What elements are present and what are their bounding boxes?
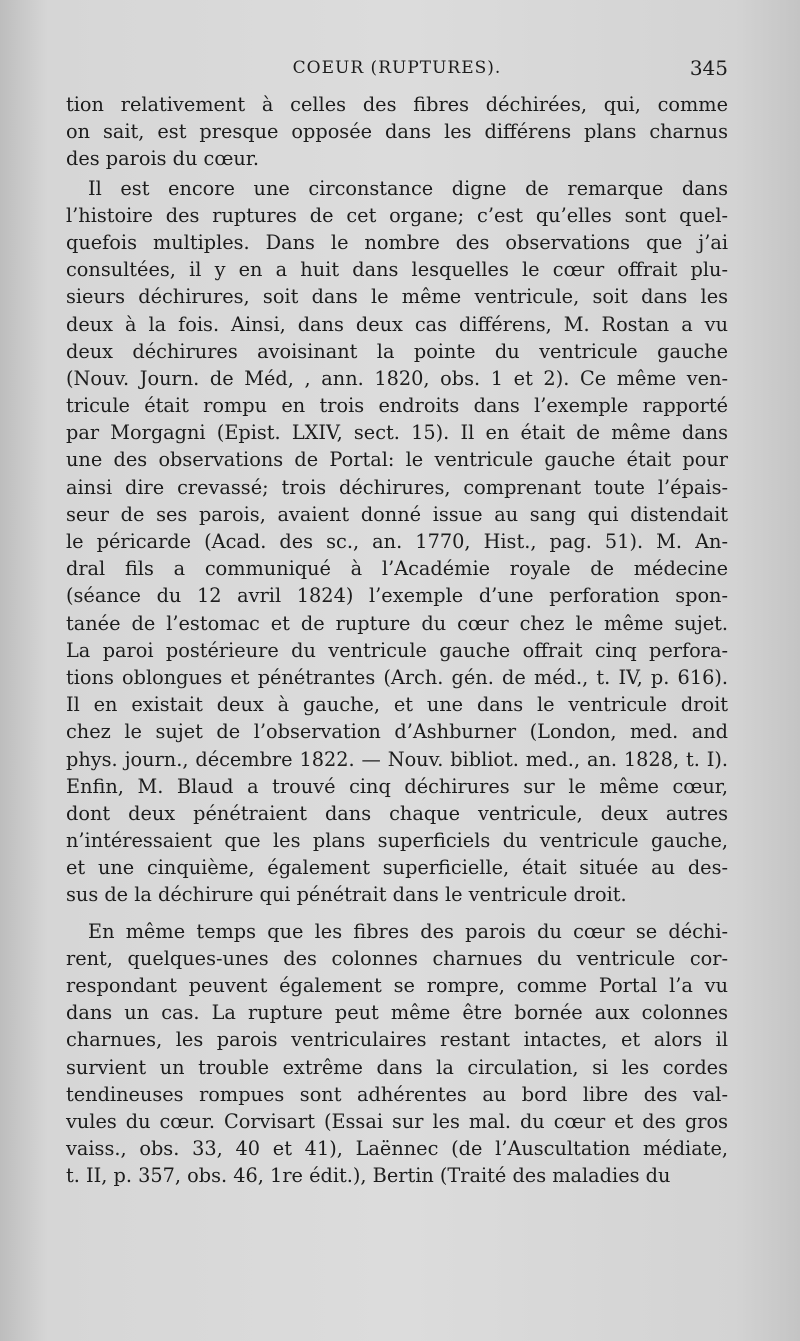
text-line: des parois du cœur. xyxy=(66,147,260,171)
text-line: vules du cœur. Corvisart (Essai sur les mal. du cœur et des gros xyxy=(66,1109,728,1133)
text-line: (Nouv. Journ. de Méd, , ann. 1820, obs. 1 et 2). Ce même ven- xyxy=(66,366,728,390)
text-line: phys. journ., décembre 1822. — Nouv. bibliot. med., an. 1828, t. I). xyxy=(66,747,728,771)
page-header xyxy=(66,56,728,86)
text-line: une des observations de Portal: le ventricule gauche était pour xyxy=(66,448,728,472)
text-line: tions oblongues et pénétrantes (Arch. gén. de méd., t. IV, p. 616). xyxy=(66,665,728,689)
text-line: le péricarde (Acad. des sc., an. 1770, Hist., pag. 51). M. An- xyxy=(66,530,728,553)
paragraph-gap xyxy=(66,909,728,918)
text-line: charnues, les parois ventriculaires restant intactes, et alors il xyxy=(66,1028,728,1052)
text-line: Il est encore une circonstance digne de remarque dans xyxy=(88,176,728,200)
text-line: tendineuses rompues sont adhérentes au bord libre des val- xyxy=(66,1082,728,1106)
text-line: survient un trouble extrême dans la circulation, si les cordes xyxy=(66,1055,728,1079)
text-line: consultées, il y en a huit dans lesquelles le cœur offrait plu- xyxy=(66,258,728,282)
text-line: vaiss., obs. 33, 40 et 41), Laënnec (de l’Auscultation médiate, xyxy=(66,1137,728,1161)
text-line: (séance du 12 avril 1824) l’exemple d’une perforation spon- xyxy=(66,584,728,608)
text-line: l’histoire des ruptures de cet organe; c’est qu’elles sont quel- xyxy=(66,203,728,227)
text-line: tricule était rompu en trois endroits dans l’exemple rapporté xyxy=(66,394,728,418)
page-number: 345 xyxy=(689,56,728,80)
text-line: t. II, p. 357, obs. 46, 1re édit.), Bertin (Traité des maladies du xyxy=(66,1164,671,1188)
text-line: et une cinquième, également superficielle, était située au des- xyxy=(66,856,728,880)
text-line: sus de la déchirure qui pénétrait dans le ventricule droit. xyxy=(66,883,627,907)
text-line: seur de ses parois, avaient donné issue au sang qui distendait xyxy=(66,502,728,526)
text-line: deux à la fois. Ainsi, dans deux cas différens, M. Rostan a vu xyxy=(66,312,728,336)
text-line: dral fils a communiqué à l’Académie royale de médecine xyxy=(66,557,728,581)
text-line: Il en existait deux à gauche, et une dans le ventricule droit xyxy=(66,693,728,717)
paragraph-1 xyxy=(66,91,728,173)
text-line: respondant peuvent également se rompre, comme Portal l’a vu xyxy=(66,974,728,997)
text-line: dans un cas. La rupture peut même être bornée aux colonnes xyxy=(66,1001,728,1025)
text-line: En même temps que les fibres des parois du cœur se déchi- xyxy=(88,919,728,943)
text-line: par Morgagni (Epist. LXIV, sect. 15). Il en était de même dans xyxy=(66,421,728,445)
text-line: tion relativement à celles des fibres déchirées, qui, comme xyxy=(66,93,728,116)
text-line: n’intéressaient que les plans superficiels du ventricule gauche, xyxy=(66,829,728,853)
paragraph-3 xyxy=(66,918,728,1190)
text-line: La paroi postérieure du ventricule gauche offrait cinq perfora- xyxy=(66,638,728,662)
text-line: quefois multiples. Dans le nombre des observations que j’ai xyxy=(66,230,728,254)
text-line: chez le sujet de l’observation d’Ashburner (London, med. and xyxy=(66,720,728,744)
text-line: on sait, est presque opposée dans les différens plans charnus xyxy=(66,120,728,144)
running-title: COEUR (RUPTURES). xyxy=(292,58,502,78)
text-line: tanée de l’estomac et de rupture du cœur chez le même sujet. xyxy=(66,611,728,635)
text-line: sieurs déchirures, soit dans le même ventricule, soit dans les xyxy=(66,285,728,309)
text-line: ainsi dire crevassé; trois déchirures, comprenant toute l’épais- xyxy=(66,475,728,499)
text-line: dont deux pénétraient dans chaque ventricule, deux autres xyxy=(66,801,728,825)
text-line: rent, quelques-unes des colonnes charnues du ventricule cor- xyxy=(66,946,728,970)
paragraph-2 xyxy=(66,175,728,909)
body-text xyxy=(66,91,728,1190)
text-line: Enfin, M. Blaud a trouvé cinq déchirures sur le même cœur, xyxy=(66,774,728,798)
text-line: deux déchirures avoisinant la pointe du ventricule gauche xyxy=(66,339,728,363)
